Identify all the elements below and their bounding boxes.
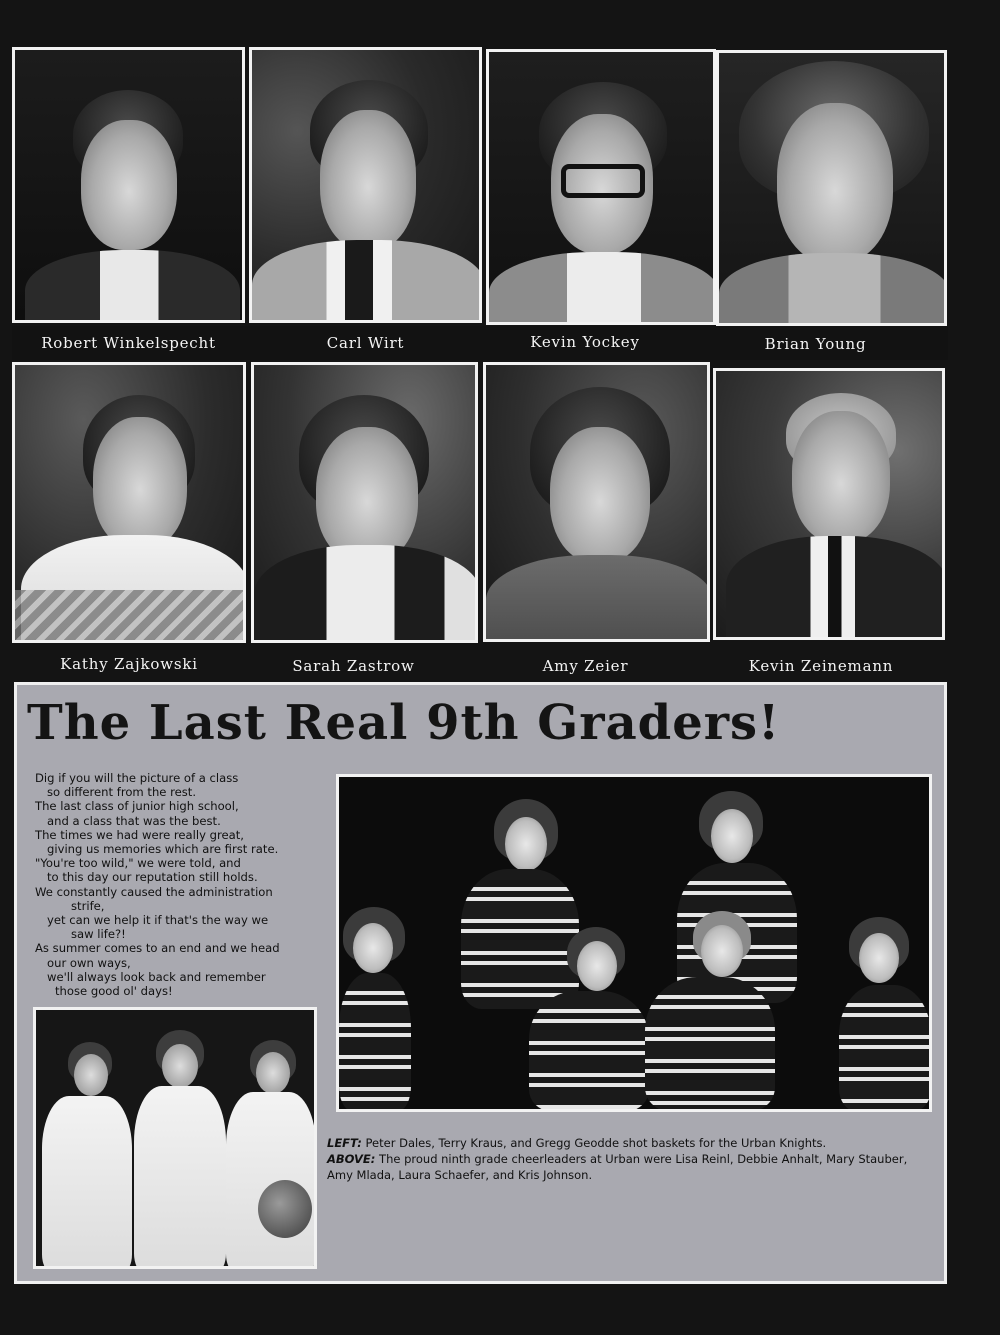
caption-left: [327, 1135, 927, 1151]
student-name: Carl Wirt: [326, 334, 405, 352]
student-name: Robert Winkelspecht: [41, 334, 216, 352]
poem-line: we'll always look back and remember: [47, 969, 266, 984]
poem-line: to this day our reputation still holds.: [47, 870, 258, 885]
poem-line: yet can we help it if that's the way we: [47, 913, 269, 928]
caption-left-label: LEFT:: [327, 1136, 362, 1150]
portrait-photo: [486, 49, 716, 325]
feature-poem: [35, 771, 335, 998]
poem-line: We constantly caused the administration: [35, 884, 273, 899]
photo-caption: [327, 1135, 927, 1183]
student-name: Kathy Zajkowski: [60, 655, 198, 673]
portrait-photo: [483, 362, 710, 642]
caption-above: [327, 1151, 927, 1183]
student-name: Sarah Zastrow: [292, 657, 415, 675]
portrait-photo: [713, 368, 945, 640]
student-name: Brian Young: [764, 335, 867, 353]
caption-above-text: The proud ninth grade cheerleaders at Urban were Lisa Reinl, Debbie Anhalt, Mary Stauber, Amy Mlada, Laura Schaefer, and Kris Johnson.: [327, 1152, 908, 1182]
cheerleaders-photo: [336, 774, 932, 1112]
poem-line: saw life?!: [71, 927, 126, 942]
portrait-photo: [716, 50, 947, 326]
student-name: Amy Zeier: [542, 657, 629, 675]
poem-line: Dig if you will the picture of a class: [35, 771, 239, 785]
poem-line: The times we had were really great,: [35, 827, 244, 842]
student-name: Kevin Yockey: [530, 333, 640, 351]
portrait-photo: [251, 362, 478, 643]
basketball-photo: [33, 1007, 317, 1269]
portrait-photo: [12, 47, 245, 323]
caption-above-label: ABOVE:: [327, 1152, 376, 1166]
poem-line: so different from the rest.: [47, 785, 197, 800]
caption-left-text: Peter Dales, Terry Kraus, and Gregg Geodde shot baskets for the Urban Knights.: [365, 1136, 827, 1150]
poem-line: and a class that was the best.: [47, 813, 221, 828]
poem-line: those good ol' days!: [55, 984, 173, 999]
poem-line: giving us memories which are first rate.: [47, 842, 279, 857]
poem-line: As summer comes to an end and we head: [35, 941, 280, 956]
portrait-photo: [12, 362, 246, 643]
student-name: Kevin Zeinemann: [748, 657, 894, 675]
feature-title: The Last Real 9th Graders!: [27, 695, 781, 751]
feature-panel: [14, 682, 947, 1284]
poem-line: "You're too wild," we were told, and: [35, 856, 241, 871]
poem-line: strife,: [71, 898, 105, 913]
poem-line: our own ways,: [47, 955, 131, 970]
poem-line: The last class of junior high school,: [35, 799, 239, 814]
portrait-photo: [249, 47, 482, 323]
